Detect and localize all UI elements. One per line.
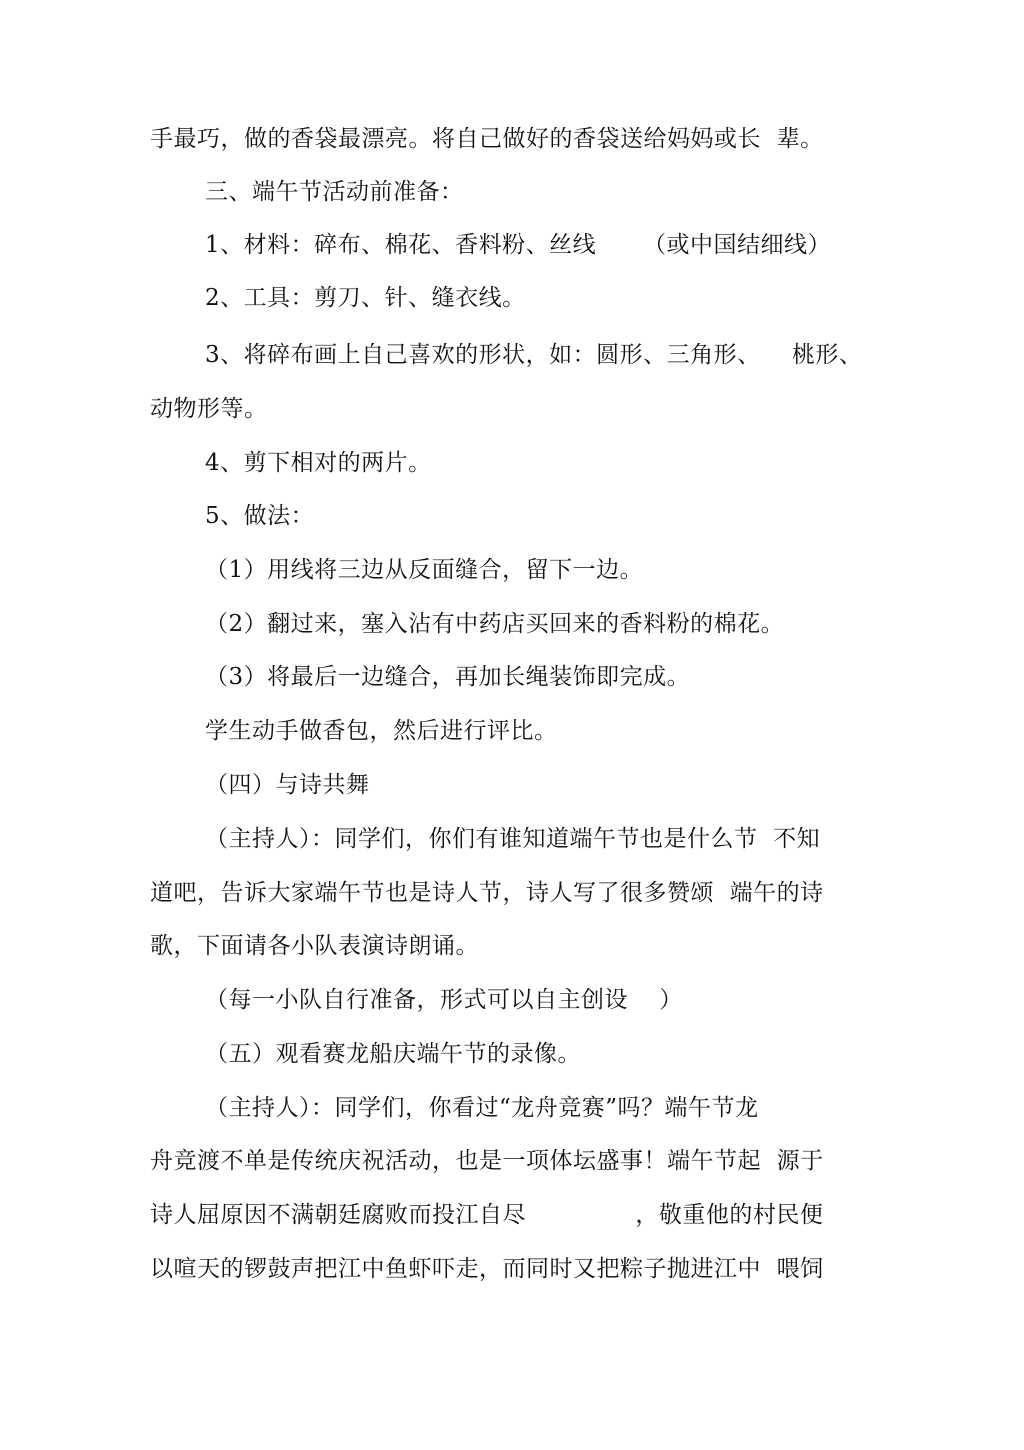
text-line: 3、将碎布画上自己喜欢的形状，如：圆形、三角形、 桃形、 bbox=[205, 342, 863, 368]
text-line: （3）将最后一边缝合，再加长绳装饰即完成。 bbox=[205, 664, 691, 690]
section-heading: 三、端午节活动前准备： bbox=[205, 179, 464, 205]
text-line: 4、剪下相对的两片。 bbox=[205, 450, 432, 476]
text-line: 道吧，告诉大家端午节也是诗人节，诗人写了很多赞颂 端午的诗 bbox=[150, 880, 824, 906]
text-line: （2）翻过来，塞入沾有中药店买回来的香料粉的棉花。 bbox=[205, 611, 785, 637]
text-line: （每一小队自行准备，形式可以自主创设 ） bbox=[205, 987, 683, 1013]
text-line: 5、做法： bbox=[205, 503, 315, 529]
section-heading: （四）与诗共舞 bbox=[205, 772, 370, 798]
text-line: 手最巧，做的香袋最漂亮。将自己做好的香袋送给妈妈或长 辈。 bbox=[150, 126, 824, 152]
text-line: （1）用线将三边从反面缝合，留下一边。 bbox=[205, 557, 644, 583]
text-line: 动物形等。 bbox=[150, 396, 268, 422]
text-line: 以喧天的锣鼓声把江中鱼虾吓走，而同时又把粽子抛进江中 喂饲 bbox=[150, 1256, 824, 1282]
text-line: 歌，下面请各小队表演诗朗诵。 bbox=[150, 933, 479, 959]
text-line: 学生动手做香包，然后进行评比。 bbox=[205, 718, 558, 744]
text-line: （主持人）：同学们，你看过“龙舟竞赛”吗？端午节龙 bbox=[205, 1095, 759, 1121]
section-heading: （五）观看赛龙船庆端午节的录像。 bbox=[205, 1041, 581, 1067]
text-line: （主持人）：同学们，你们有谁知道端午节也是什么节 不知 bbox=[205, 826, 821, 852]
text-line: 诗人屈原因不满朝廷腐败而投江自尽 ，敬重他的村民便 bbox=[150, 1202, 824, 1228]
text-line: 2、工具：剪刀、针、缝衣线。 bbox=[205, 285, 526, 311]
text-line: 舟竞渡不单是传统庆祝活动，也是一项体坛盛事！端午节起 源于 bbox=[150, 1148, 824, 1174]
text-line: 1、材料：碎布、棉花、香料粉、丝线 （或中国结细线） bbox=[205, 232, 831, 258]
